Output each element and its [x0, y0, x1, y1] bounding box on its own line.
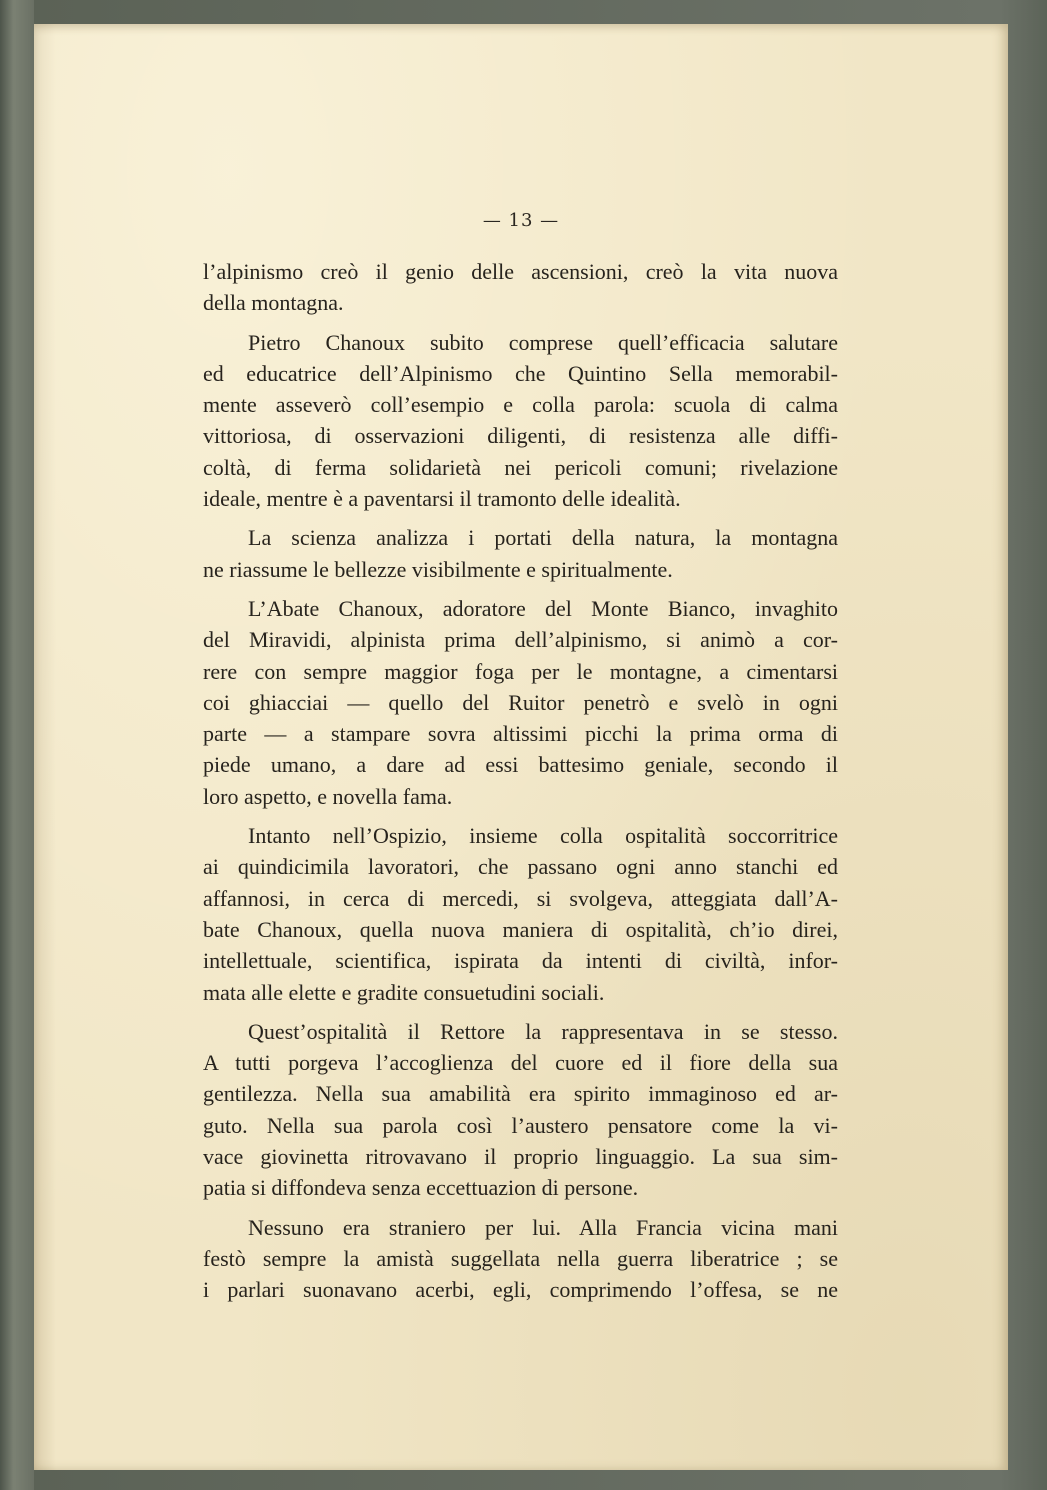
page-number: — 13 —	[482, 210, 560, 231]
text-line: guto. Nella sua parola così l’austero pensatore come la vi-	[203, 1112, 838, 1138]
text-line: loro aspetto, e novella fama.	[203, 783, 453, 809]
text-line: intellettuale, scientifica, ispirata da intenti di civiltà, infor-	[203, 948, 838, 974]
paragraph	[203, 1212, 838, 1306]
text-line: coltà, di ferma solidarietà nei pericoli comuni; rivelazione	[203, 454, 838, 480]
paragraph	[203, 820, 838, 1008]
text-line: ai quindicimila lavoratori, che passano ogni anno stanchi ed	[203, 854, 838, 880]
text-line: ne riassume le bellezze visibilmente e spiritualmente.	[203, 556, 673, 582]
text-line: parte — a stampare sovra altissimi picchi la prima orma di	[203, 721, 838, 747]
text-line: della montagna.	[203, 290, 344, 316]
text-line: ed educatrice dell’Alpinismo che Quintino Sella memorabil-	[203, 360, 838, 386]
text-line: bate Chanoux, quella nuova maniera di ospitalità, ch’io direi,	[203, 916, 838, 942]
book-binding-edge	[0, 0, 34, 1490]
text-line: A tutti porgeva l’accoglienza del cuore ed il fiore della sua	[203, 1050, 838, 1076]
text-line: L’Abate Chanoux, adoratore del Monte Bianco, invaghito	[248, 595, 838, 621]
text-line: Quest’ospitalità il Rettore la rappresentava in se stesso.	[248, 1018, 838, 1044]
paragraph	[203, 593, 838, 812]
text-line: del Miravidi, alpinista prima dell’alpinismo, si animò a cor-	[203, 627, 838, 653]
text-line: mata alle elette e gradite consuetudini sociali.	[203, 979, 605, 1005]
text-line: coi ghiacciai — quello del Ruitor penetrò e svelò in ogni	[203, 689, 838, 715]
text-line: l’alpinismo creò il genio delle ascensioni, creò la vita nuova	[203, 259, 838, 284]
text-line: piede umano, a dare ad essi battesimo geniale, secondo il	[203, 752, 838, 778]
text-line: festò sempre la amistà suggellata nella guerra liberatrice ; se	[203, 1245, 838, 1271]
text-line: La scienza analizza i portati della natura, la montagna	[248, 525, 838, 551]
text-line: patia si diffondeva senza eccettuazion di persone.	[203, 1175, 639, 1201]
text-line: vittoriosa, di osservazioni diligenti, di resistenza alle diffi-	[203, 423, 838, 449]
text-line: Intanto nell’Ospizio, insieme colla ospitalità soccorritrice	[248, 823, 838, 849]
text-line: ideale, mentre è a paventarsi il tramonto delle idealità.	[203, 486, 681, 512]
text-line: Pietro Chanoux subito comprese quell’efficacia salutare	[248, 329, 838, 355]
body-text	[203, 256, 838, 1306]
text-line: mente asseverò coll’esempio e colla parola: scuola di calma	[203, 392, 838, 418]
text-line: gentilezza. Nella sua amabilità era spirito immaginoso ed ar-	[203, 1081, 838, 1107]
paragraph	[203, 1016, 838, 1204]
paragraph	[203, 522, 838, 585]
text-line: rere con sempre maggior foga per le montagne, a cimentarsi	[203, 658, 838, 684]
paragraph	[203, 327, 838, 515]
text-line: vace giovinetta ritrovavano il proprio linguaggio. La sua sim-	[203, 1144, 838, 1170]
text-line: Nessuno era straniero per lui. Alla Francia vicina mani	[248, 1214, 838, 1240]
page-sheet	[34, 24, 1008, 1470]
text-line: i parlari suonavano acerbi, egli, comprimendo l’offesa, se ne	[203, 1277, 838, 1303]
text-line: affannosi, in cerca di mercedi, si svolgeva, atteggiata dall’A-	[203, 885, 838, 911]
paragraph	[203, 256, 838, 319]
